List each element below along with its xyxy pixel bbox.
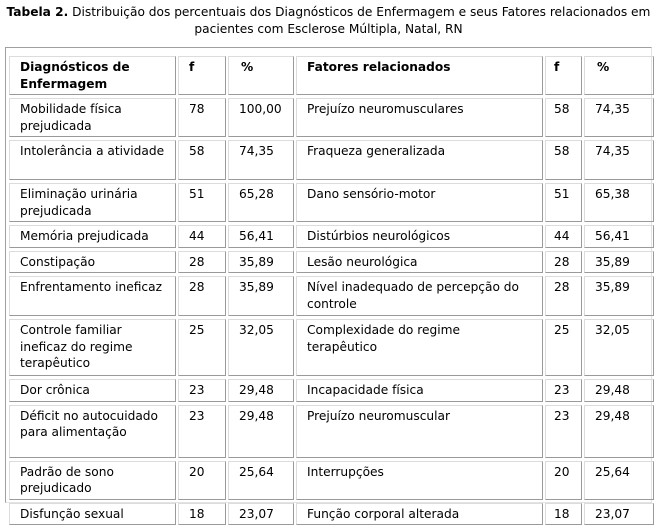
cell-f-2: 28: [545, 276, 582, 316]
cell-percent-2: 56,41: [584, 225, 654, 248]
cell-percent-1: 29,48: [228, 379, 294, 402]
cell-percent-1: 74,35: [228, 140, 294, 180]
cell-diagnostico: Padrão de sono prejudicado: [9, 461, 176, 500]
header-f-1: f: [178, 56, 226, 95]
cell-percent-2: 29,48: [584, 405, 654, 458]
cell-f-1: 51: [178, 183, 226, 222]
cell-f-1: 23: [178, 405, 226, 458]
cell-fator: Incapacidade física: [296, 379, 543, 402]
table-row: [9, 503, 654, 526]
cell-fator: Interrupções: [296, 461, 543, 500]
table-row: [9, 183, 654, 222]
cell-diagnostico: Dor crônica: [9, 379, 176, 402]
caption-text: Distribuição dos percentuais dos Diagnósticos de Enfermagem e seus Fatores relacionados em pacientes com Esclerose Múltipla, Natal, RN: [68, 5, 651, 36]
table-row: [9, 98, 654, 137]
cell-diagnostico: Enfrentamento ineficaz: [9, 276, 176, 316]
header-diagnosticos: Diagnósticos de Enfermagem: [9, 56, 176, 95]
header-percent-1: %: [228, 56, 294, 95]
cell-fator: Fraqueza generalizada: [296, 140, 543, 180]
table-frame: [5, 47, 652, 521]
cell-percent-1: 35,89: [228, 276, 294, 316]
cell-percent-2: 35,89: [584, 251, 654, 274]
cell-diagnostico: Mobilidade física prejudicada: [9, 98, 176, 137]
cell-percent-1: 35,89: [228, 251, 294, 274]
cell-fator: Função corporal alterada: [296, 503, 543, 526]
cell-percent-2: 65,38: [584, 183, 654, 222]
cell-percent-2: 25,64: [584, 461, 654, 500]
table-row: [9, 140, 654, 180]
table-row: [9, 405, 654, 458]
cell-percent-1: 29,48: [228, 405, 294, 458]
cell-f-1: 23: [178, 379, 226, 402]
cell-f-1: 28: [178, 251, 226, 274]
table-row: [9, 379, 654, 402]
cell-percent-1: 100,00: [228, 98, 294, 137]
cell-f-2: 51: [545, 183, 582, 222]
cell-percent-1: 25,64: [228, 461, 294, 500]
cell-percent-2: 32,05: [584, 319, 654, 376]
cell-diagnostico: Eliminação urinária prejudicada: [9, 183, 176, 222]
cell-diagnostico: Memória prejudicada: [9, 225, 176, 248]
cell-f-2: 23: [545, 405, 582, 458]
cell-f-1: 20: [178, 461, 226, 500]
cell-f-2: 20: [545, 461, 582, 500]
cell-percent-2: 74,35: [584, 140, 654, 180]
cell-fator: Complexidade do regime terapêutico: [296, 319, 543, 376]
cell-f-1: 28: [178, 276, 226, 316]
table-header-row: [9, 56, 654, 95]
table-row: [9, 276, 654, 316]
cell-f-2: 44: [545, 225, 582, 248]
cell-percent-2: 29,48: [584, 379, 654, 402]
cell-percent-1: 32,05: [228, 319, 294, 376]
cell-fator: Distúrbios neurológicos: [296, 225, 543, 248]
table-row: [9, 225, 654, 248]
table-row: [9, 251, 654, 274]
cell-fator: Prejuízo neuromuscular: [296, 405, 543, 458]
cell-f-2: 58: [545, 140, 582, 180]
cell-f-2: 18: [545, 503, 582, 526]
cell-fator: Lesão neurológica: [296, 251, 543, 274]
header-fatores: Fatores relacionados: [296, 56, 543, 95]
cell-diagnostico: Intolerância a atividade: [9, 140, 176, 180]
cell-f-1: 25: [178, 319, 226, 376]
cell-diagnostico: Disfunção sexual: [9, 503, 176, 526]
cell-f-1: 44: [178, 225, 226, 248]
cell-f-1: 18: [178, 503, 226, 526]
header-f-2: f: [545, 56, 582, 95]
table-caption: [0, 4, 657, 38]
cell-percent-2: 74,35: [584, 98, 654, 137]
table-row: [9, 461, 654, 500]
cell-diagnostico: Constipação: [9, 251, 176, 274]
cell-f-1: 58: [178, 140, 226, 180]
cell-f-1: 78: [178, 98, 226, 137]
diagnosis-table: [7, 53, 656, 528]
cell-percent-2: 35,89: [584, 276, 654, 316]
cell-fator: Prejuízo neuromusculares: [296, 98, 543, 137]
cell-diagnostico: Déficit no autocuidado para alimentação: [9, 405, 176, 458]
cell-diagnostico: Controle familiar ineficaz do regime terapêutico: [9, 319, 176, 376]
cell-f-2: 28: [545, 251, 582, 274]
header-percent-2: %: [584, 56, 654, 95]
cell-percent-1: 56,41: [228, 225, 294, 248]
cell-fator: Dano sensório-motor: [296, 183, 543, 222]
cell-f-2: 25: [545, 319, 582, 376]
cell-percent-1: 23,07: [228, 503, 294, 526]
cell-f-2: 23: [545, 379, 582, 402]
cell-fator: Nível inadequado de percepção do controle: [296, 276, 543, 316]
table-row: [9, 319, 654, 376]
cell-f-2: 58: [545, 98, 582, 137]
cell-percent-2: 23,07: [584, 503, 654, 526]
cell-percent-1: 65,28: [228, 183, 294, 222]
caption-lead: Tabela 2.: [6, 5, 69, 19]
